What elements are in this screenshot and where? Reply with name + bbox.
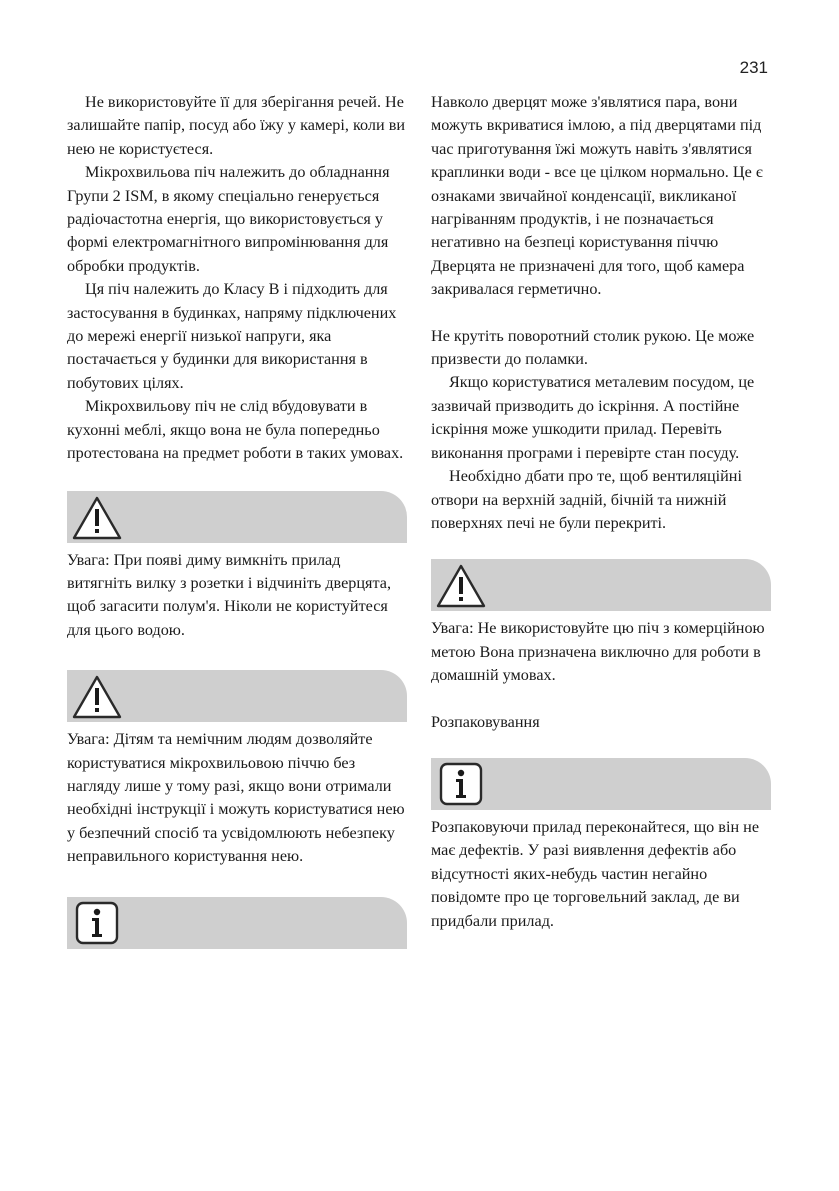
warning-commercial-text: Увага: Не використовуйте цю піч з комерційною метою Вона призначена виключно для роботи в домашній умовах. [431,619,765,685]
right-column [431,91,771,933]
paragraph-class-b: Ця піч належить до Класу В і підходить для застосування в будинках, напряму підключених до мережі енергії низької напруги, яка постачається у будинки для використання в побутових цілях. [67,280,397,392]
paragraph-steam: Навколо дверцят може з'являтися пара, вони можуть вкриватися імлою, а під дверцятами під час приготування їжі можуть навіть з'являтися краплинки води - все це цілком нормально. Це є ознаками звичайної конденсації, викликаної нагріванням продуктів, і не позначається негативно на безпеці користування піччю Дверцята не призначені для того, щоб камера закривалася герметично. [431,93,763,299]
warning-triangle-icon [431,559,491,611]
paragraph-turntable: Не крутіть поворотний столик рукою. Це може призвести до поламки. [431,326,755,369]
paragraph-built-in: Мікрохвильову піч не слід вбудовувати в кухонні меблі, якщо вона не була попередньо протестована на предмет роботи в таких умовах. [67,397,404,463]
section-heading-unpacking: Розпаковування [431,712,540,731]
warning-triangle-icon [67,670,127,722]
paragraph-storage: Не використовуйте її для зберігання речей. Не залишайте папір, посуд або їжу у камері, коли ви нею не користуєтеся. [67,93,406,158]
left-column [67,91,407,955]
info-icon [67,897,127,949]
info-icon [431,758,491,810]
info-callout [67,897,407,949]
paragraph-ism: Мікрохвильова піч належить до обладнання Групи 2 ISM, в якому спеціально генерується радіочастотна енергія, що використовується у формі електромагнітного випромінювання для обробки продуктів. [67,163,390,275]
info-callout [431,758,771,810]
warning-callout [431,559,771,611]
warning-callout [67,670,407,722]
warning-children-text: Увага: Дітям та немічним людям дозволяйте користуватися мікрохвильовою піччю без нагляду лише у тому разі, якщо вони отримали необхідні інструкції і можуть користуватися нею у безпечний спосіб та усвідомлюють небезпеку неправильного користування нею. [67,730,405,866]
page-number: 231 [739,58,768,77]
info-unpacking-text: Розпаковуючи прилад переконайтеся, що він не має дефектів. У разі виявлення дефектів або відсутності яких-небудь частин негайно повідомте про це торговельний заклад, де ви придбали прилад. [431,817,760,930]
warning-callout [67,491,407,543]
paragraph-ventilation: Необхідно дбати про те, щоб вентиляційні отвори на верхній задній, бічній та нижній поверхнях печі не були перекриті. [431,467,742,532]
paragraph-metal: Якщо користуватися металевим посудом, це зазвичай призводить до іскріння. А постійне іскріння може ушкодити прилад. Перевіть виконання програми і перевірте стан посуду. [431,373,755,462]
warning-triangle-icon [67,491,127,543]
warning-smoke-text: Увага: При появі диму вимкніть прилад витягніть вилку з розетки і відчиніть дверцята, щоб загасити полум'я. Ніколи не користуйтеся для цього водою. [67,550,391,639]
